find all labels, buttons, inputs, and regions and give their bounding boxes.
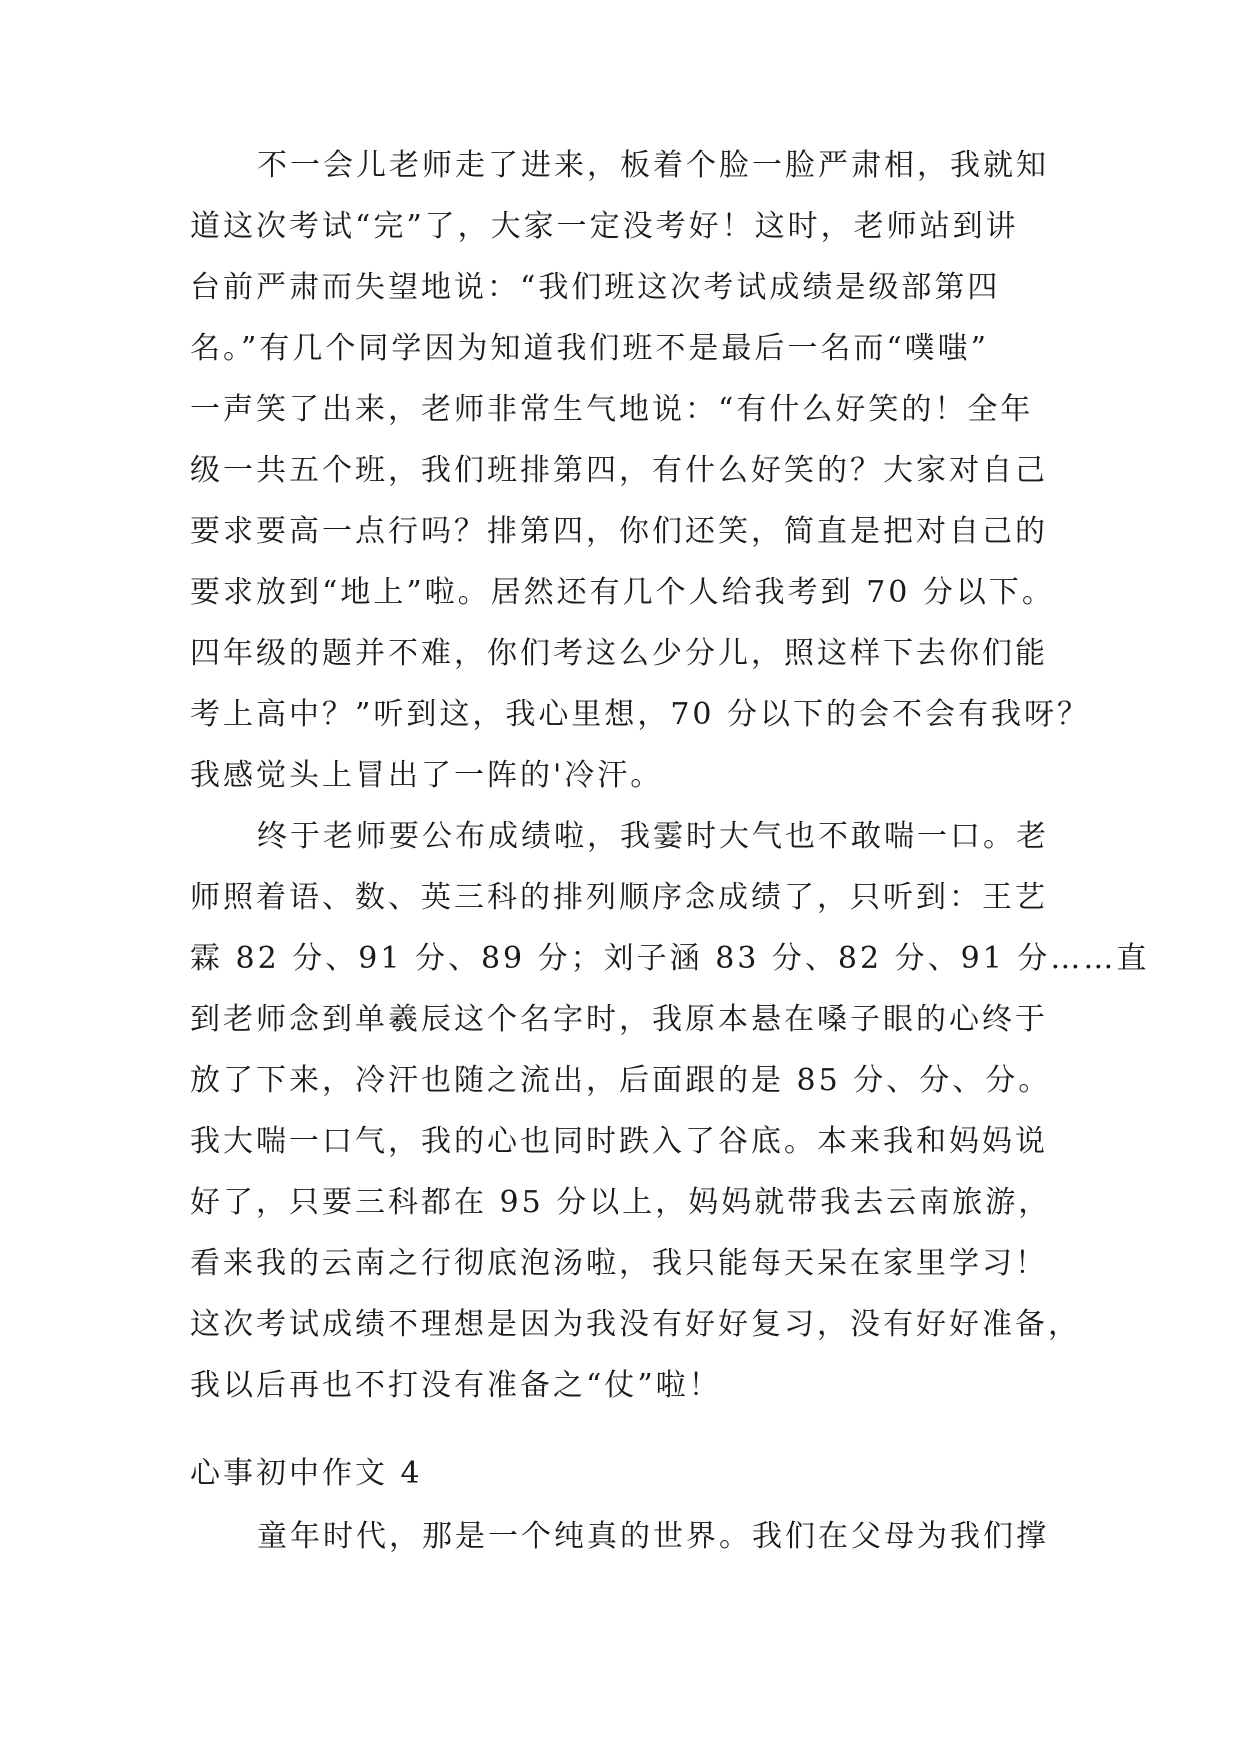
text-line: 要求放到“地上”啦。居然还有几个人给我考到 70 分以下。 bbox=[190, 575, 1055, 610]
text-line: 终于老师要公布成绩啦，我霎时大气也不敢喘一口。老 bbox=[257, 819, 1049, 854]
text-line: 放了下来，冷汗也随之流出，后面跟的是 85 分、分、分。 bbox=[190, 1063, 1052, 1098]
text-line: 我大喘一口气，我的心也同时跌入了谷底。本来我和妈妈说 bbox=[190, 1124, 1048, 1159]
paragraph-1 bbox=[190, 135, 1090, 806]
text-line: 好了，只要三科都在 95 分以上，妈妈就带我去云南旅游， bbox=[190, 1185, 1052, 1220]
text-line: 名。”有几个同学因为知道我们班不是最后一名而“噗嗤” bbox=[190, 331, 990, 366]
section-heading bbox=[190, 1443, 1090, 1504]
text-line: 这次考试成绩不理想是因为我没有好好复习，没有好好准备， bbox=[190, 1307, 1081, 1342]
text-line: 不一会儿老师走了进来，板着个脸一脸严肃相，我就知 bbox=[257, 148, 1049, 183]
text-line: 要求要高一点行吗？排第四，你们还笑，简直是把对自己的 bbox=[190, 514, 1048, 549]
paragraph-2 bbox=[190, 806, 1150, 1416]
text-line: 童年时代，那是一个纯真的世界。我们在父母为我们撑 bbox=[257, 1519, 1049, 1554]
text-line: 师照着语、数、英三科的排列顺序念成绩了，只听到：王艺 bbox=[190, 880, 1048, 915]
text-line: 级一共五个班，我们班排第四，有什么好笑的？大家对自己 bbox=[190, 453, 1048, 488]
text-line: 一声笑了出来，老师非常生气地说：“有什么好笑的！全年 bbox=[190, 392, 1034, 427]
paragraph-3 bbox=[190, 1506, 1090, 1567]
text-line: 四年级的题并不难，你们考这么少分儿，照这样下去你们能 bbox=[190, 636, 1048, 671]
text-line: 我以后再也不打没有准备之“仗”啦！ bbox=[190, 1368, 722, 1403]
text-line: 霖 82 分、91 分、89 分；刘子涵 83 分、82 分、91 分……直 bbox=[190, 941, 1150, 976]
text-line: 台前严肃而失望地说：“我们班这次考试成绩是级部第四 bbox=[190, 270, 1001, 305]
text-line: 我感觉头上冒出了一阵的'冷汗。 bbox=[190, 758, 664, 793]
text-line: 看来我的云南之行彻底泡汤啦，我只能每天呆在家里学习！ bbox=[190, 1246, 1048, 1281]
text-line: 到老师念到单羲辰这个名字时，我原本悬在嗓子眼的心终于 bbox=[190, 1002, 1048, 1037]
text-line: 考上高中？”听到这，我心里想，70 分以下的会不会有我呀？ bbox=[190, 697, 1091, 732]
text-line: 道这次考试“完”了，大家一定没考好！这时，老师站到讲 bbox=[190, 209, 1019, 244]
section-title: 心事初中作文 4 bbox=[190, 1456, 423, 1491]
